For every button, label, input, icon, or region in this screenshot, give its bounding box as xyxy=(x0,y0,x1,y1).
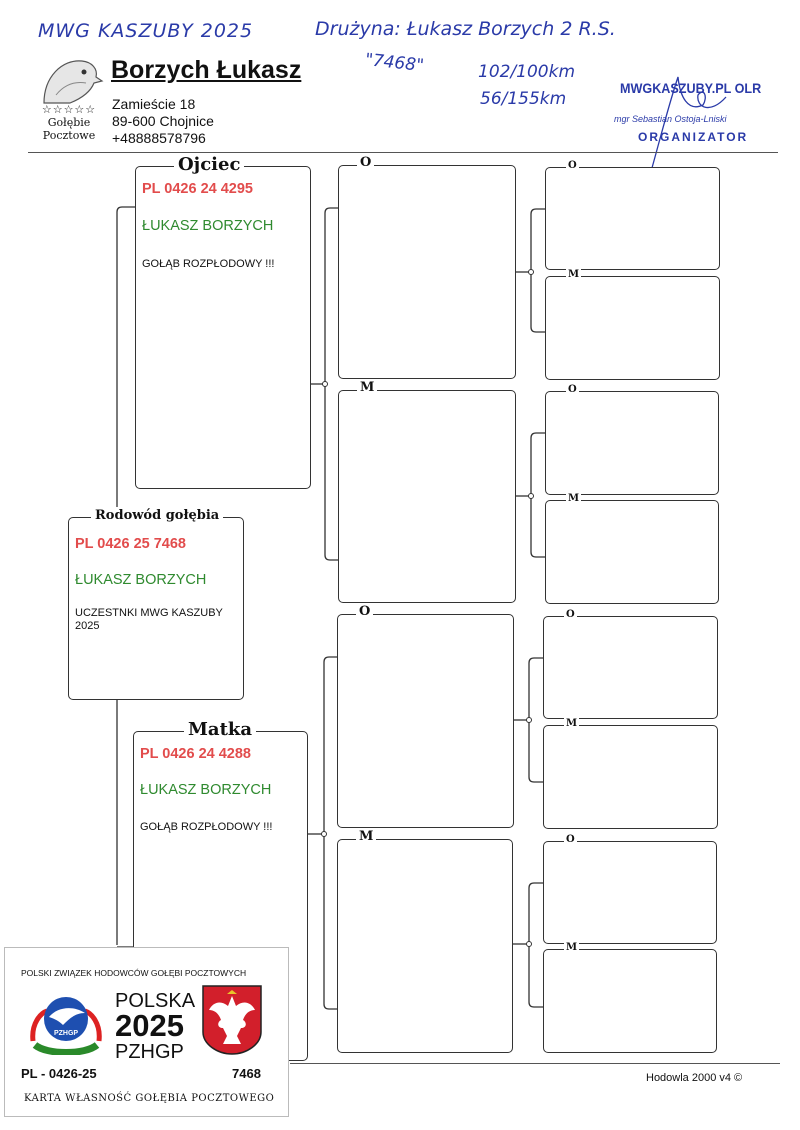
handwriting-distance-1: 102/100km xyxy=(478,62,576,82)
pigeon-owner: ŁUKASZ BORZYCH xyxy=(75,572,207,588)
grandfather-maternal-box[interactable] xyxy=(337,604,514,828)
grandmother-maternal-box[interactable] xyxy=(337,829,513,1053)
handwriting-distance-2: 56/155km xyxy=(480,89,567,109)
owner-address-1: Zamieście 18 xyxy=(112,96,196,112)
card-ring-right: 7468 xyxy=(232,1066,261,1081)
pigeon-ring: PL 0426 25 7468 xyxy=(75,536,186,552)
great-grand-box-3[interactable] xyxy=(545,384,719,495)
footer-software: Hodowla 2000 v4 © xyxy=(646,1072,743,1084)
logo-text-2: Pocztowe xyxy=(42,129,96,142)
handwriting-event: MWG KASZUBY 2025 xyxy=(38,20,254,42)
great-grand-label-female: M xyxy=(566,942,578,953)
grandfather-paternal-box[interactable] xyxy=(338,155,516,379)
great-grand-label-female: M xyxy=(568,493,580,504)
great-grand-label-male: O xyxy=(566,834,575,845)
great-grand-box-7[interactable] xyxy=(543,834,717,944)
father-note: GOŁĄB ROZPŁODOWY !!! xyxy=(142,258,275,270)
father-box[interactable] xyxy=(135,154,311,489)
great-grand-label-female: M xyxy=(566,718,578,729)
father-label: Ojciec xyxy=(174,156,244,174)
handwriting-team: Drużyna: Łukasz Borzych 2 R.S. xyxy=(315,18,616,40)
polish-eagle-icon xyxy=(201,984,263,1056)
card-union: POLSKI ZWIĄZEK HODOWCÓW GOŁĘBI POCZTOWYCH xyxy=(21,968,247,978)
great-grand-box-1[interactable] xyxy=(545,160,720,270)
father-owner: ŁUKASZ BORZYCH xyxy=(142,218,274,234)
owner-address-2: 89-600 Chojnice xyxy=(112,113,214,129)
great-grand-label-male: O xyxy=(568,160,577,171)
stamp-line-1: MWGKASZUBY.PL OLR xyxy=(620,80,762,96)
pigeon-box[interactable] xyxy=(68,508,244,700)
great-grand-box-5[interactable] xyxy=(543,609,718,719)
mother-ring: PL 0426 24 4288 xyxy=(140,746,251,762)
card-org: PZHGP xyxy=(115,1041,184,1063)
mother-owner: ŁUKASZ BORZYCH xyxy=(140,782,272,798)
pzhgp-logo-text: PZHGP xyxy=(53,1030,79,1037)
great-grand-box-4[interactable] xyxy=(545,493,719,604)
card-year: 2025 xyxy=(115,1008,184,1043)
pigeon-label: Rodowód gołębia xyxy=(91,507,223,525)
pigeon-note: UCZESTNKI MWG KASZUBY 2025 xyxy=(75,607,223,632)
logo-text-1: Gołębie xyxy=(47,116,91,129)
great-grand-box-6[interactable] xyxy=(543,718,718,829)
grand-label-male: O xyxy=(356,605,373,619)
stamp-line-2: mgr Sebastian Ostoja-Lniski xyxy=(614,114,727,124)
mother-note: GOŁĄB ROZPŁODOWY !!! xyxy=(140,821,273,833)
grandmother-paternal-box[interactable] xyxy=(338,380,516,603)
card-ring-left: PL - 0426-25 xyxy=(21,1066,97,1081)
card-bottom: KARTA WŁASNOŚĆ GOŁĘBIA POCZTOWEGO xyxy=(24,1093,275,1104)
owner-phone: +48888578796 xyxy=(112,130,206,146)
grand-label-male: O xyxy=(357,156,374,170)
logo-stars: ☆☆☆☆☆ xyxy=(41,104,97,116)
great-grand-label-male: O xyxy=(566,609,575,620)
handwriting-ring-number: "7468" xyxy=(364,49,425,77)
great-grand-box-2[interactable] xyxy=(545,269,720,380)
great-grand-label-female: M xyxy=(568,269,580,280)
father-ring: PL 0426 24 4295 xyxy=(142,181,253,197)
grand-label-female: M xyxy=(357,381,377,395)
ownership-card xyxy=(4,947,289,1117)
great-grand-label-male: O xyxy=(568,384,577,395)
owner-name: Borzych Łukasz xyxy=(111,56,302,84)
card-country: POLSKA xyxy=(115,990,196,1012)
footer-divider xyxy=(290,1063,780,1064)
great-grand-box-8[interactable] xyxy=(543,942,717,1053)
stamp-line-3: ORGANIZATOR xyxy=(638,130,749,144)
mother-label: Matka xyxy=(184,721,256,739)
grand-label-female: M xyxy=(356,830,376,844)
pzhgp-logo-icon xyxy=(27,983,105,1055)
